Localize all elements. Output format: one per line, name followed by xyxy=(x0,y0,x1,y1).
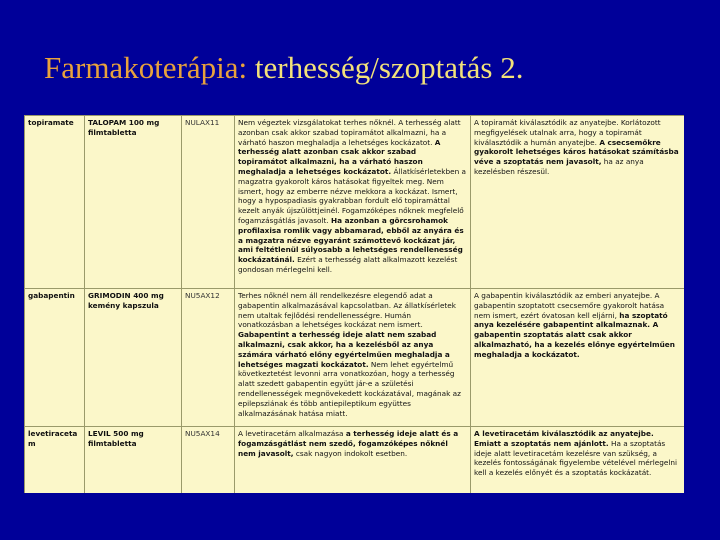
lactation-text xyxy=(471,116,685,289)
pregnancy-text-c: Ezért a terhesség alatt alkalmazott kezelést gondosan mérlegelni kell. xyxy=(238,255,458,274)
pregnancy-text-bold-1: A terhesség alatt azonban csak akkor szabad topiramátot alkalmazni, ha a várható haszon meghaladja a lehetséges kockázatot. xyxy=(238,137,441,176)
pregnancy-text-a: Nem végeztek vizsgálatokat terhes nőknél. A terhesség alatt azonban csak akkor szabad topiramátot alkalmazni, ha a várható haszon meghaladja a lehetséges kockázatot. xyxy=(238,118,461,147)
table-row xyxy=(25,427,685,494)
lactation-text-bold: ha szoptató anya kezelésére gabapentint alkalmaznak. A gabapentin szoptatás alatt csak akkor alkalmazható, ha a kezelés előnye egyértelműen meghaladja a kockázatot. xyxy=(474,310,675,359)
pregnancy-text-b: Nem lehet egyértelmű következtetést levonni arra vonatkozóan, hogy a terhesség alatt szedett gabapentin együtt jár-e a születési rendellenességek megnövekedett kockázatával, magának az epilepsziának és több antiepileptikum együttes alkalmazásának hatása miatt. xyxy=(238,359,461,418)
pregnancy-text xyxy=(235,289,471,427)
lactation-text-b: ha az anya kezelésben részesül. xyxy=(474,157,644,176)
atc-code: NU5AX14 xyxy=(182,427,235,494)
lactation-text xyxy=(471,289,685,427)
drug-table xyxy=(24,115,684,493)
lactation-text-a: A gabapentin kiválasztódik az emberi anyatejbe. A gabapentin szoptatott csecsemőre gyakorolt hatása nem ismert, ezért óvatosan kell eljárni, xyxy=(474,291,665,320)
atc-code: NU5AX12 xyxy=(182,289,235,427)
pregnancy-text-b: Állatkísérletekben a magzatra gyakorolt káros hatásokat figyeltek meg. Nem ismert, hogy az emberre nézve mekkora a kockázat. Ismert, hogy a hypospadiasis gyakrabban fordult elő topiramáttal kezelt anyák újszülöttjeinél. Fogamzóképes nőknek megfelelő fogamzásgátlás javasolt. xyxy=(238,166,466,225)
brand-name: TALOPAM 100 mg filmtabletta xyxy=(85,116,182,289)
atc-code: NULAX11 xyxy=(182,116,235,289)
generic-name: levetiracetam xyxy=(25,427,85,494)
pregnancy-text-bold-1: a terhesség ideje alatt és a fogamzásgátlást nem szedő, fogamzóképes nőknél nem javasolt, xyxy=(238,429,459,458)
lactation-text-bold: A levetiracetám kiválasztódik az anyatejbe. Emiatt a szoptatás nem ajánlott. xyxy=(474,429,654,448)
lactation-text-a: A topiramát kiválasztódik az anyatejbe. Korlátozott megfigyelések utalnak arra, hogy a topiramát kiválasztódik a humán anyatejbe. xyxy=(474,118,661,147)
pregnancy-text-bold-2: Ha azonban a görcsrohamok profilaxisa romlik vagy abbamarad, ebből az anyára és a magzatra nézve egyaránt számottevő kockázat jár, ami feltétlenül súlyosabb a lehetséges rendellenesség kockázatánál. xyxy=(238,215,464,265)
generic-name: topiramate xyxy=(25,116,85,289)
slide-title-rest: terhesség/szoptatás 2. xyxy=(247,50,524,85)
table-row xyxy=(25,289,685,427)
brand-name: GRIMODIN 400 mg kemény kapszula xyxy=(85,289,182,427)
pregnancy-text xyxy=(235,427,471,494)
pregnancy-text-b: csak nagyon indokolt esetben. xyxy=(295,448,408,458)
pregnancy-text-bold-1: Gabapentint a terhesség ideje alatt nem szabad alkalmazni, csak akkor, ha a kezelésből az anya számára várható előny egyértelműen meghaladja a lehetséges magzati kockázatot. xyxy=(238,330,450,369)
pregnancy-text xyxy=(235,116,471,289)
lactation-text-b: Ha a szoptatás ideje alatt levetiracetám kezelésre van szükség, a kezelés fontosságának figyelembe vételével mérlegelni kell a kezelés előnyét és a szoptatás kockázatát. xyxy=(474,438,678,478)
pregnancy-text-a: A levetiracetám alkalmazása xyxy=(238,429,344,438)
slide-title xyxy=(44,50,523,86)
pregnancy-text-a: Terhes nőknél nem áll rendelkezésre elegendő adat a gabapentin alkalmazásával kapcsolatban. Az állatkísérletek nem utaltak fejlődési rendellenességre. Humán vonatkozásban a lehetséges kockázat nem ismert. xyxy=(238,291,457,330)
lactation-text xyxy=(471,427,685,494)
table-row xyxy=(25,116,685,289)
generic-name: gabapentin xyxy=(25,289,85,427)
brand-name: LEVIL 500 mg filmtabletta xyxy=(85,427,182,494)
slide-title-accent: Farmakoterápia: xyxy=(44,50,248,85)
lactation-text-bold: A csecsemőkre gyakorolt lehetséges káros hatásokat számításba véve a szoptatás nem javasolt, xyxy=(474,137,679,167)
